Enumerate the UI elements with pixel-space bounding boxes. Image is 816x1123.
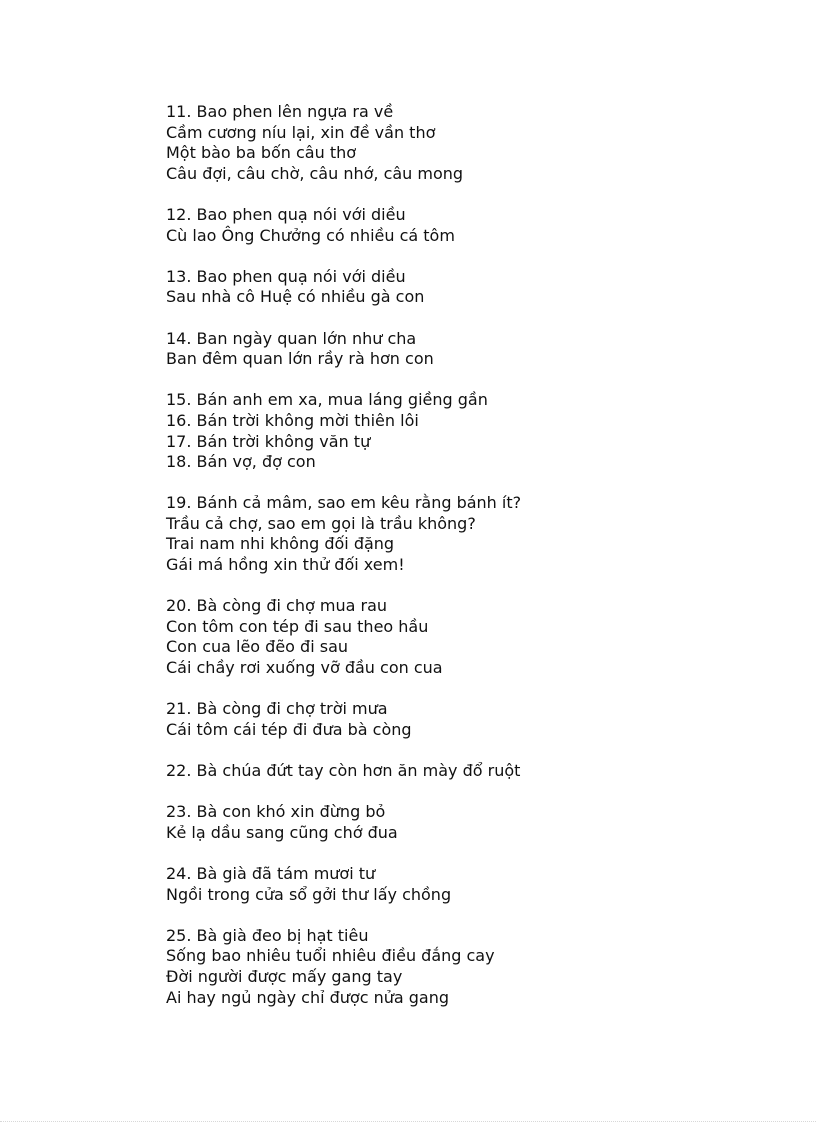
proverb-stanza xyxy=(166,596,766,678)
proverb-stanza xyxy=(166,926,766,1008)
proverb-line: Con cua lẽo đẽo đi sau xyxy=(166,637,349,657)
proverb-line: 22. Bà chúa đứt tay còn hơn ăn mày đổ ruột xyxy=(166,761,521,780)
page-bottom-divider xyxy=(0,1121,816,1122)
proverb-line: Con tôm con tép đi sau theo hầu xyxy=(166,616,429,636)
proverb-line: Đời người được mấy gang tay xyxy=(166,966,403,986)
proverb-line: 16. Bán trời không mời thiên lôi xyxy=(166,410,419,430)
proverb-line: 24. Bà già đã tám mươi tư xyxy=(166,863,376,883)
proverb-stanza xyxy=(166,802,766,843)
proverb-line: Ai hay ngủ ngày chỉ được nửa gang xyxy=(166,987,450,1007)
proverb-line: Sau nhà cô Huệ có nhiều gà con xyxy=(166,287,425,307)
proverb-line: 11. Bao phen lên ngựa ra về xyxy=(166,102,394,121)
proverb-line: Câu đợi, câu chờ, câu nhớ, câu mong xyxy=(166,163,464,183)
proverb-line: Trai nam nhi không đối đặng xyxy=(166,534,395,554)
proverb-line: Trầu cả chợ, sao em gọi là trầu không? xyxy=(166,513,476,533)
proverb-line: 14. Ban ngày quan lớn như cha xyxy=(166,328,417,348)
proverb-line: Cầm cương níu lại, xin đề vần thơ xyxy=(166,122,436,142)
proverb-line: 13. Bao phen quạ nói với diều xyxy=(166,266,406,286)
proverb-line: 17. Bán trời không văn tự xyxy=(166,431,371,451)
proverb-stanza xyxy=(166,205,766,246)
proverb-list xyxy=(166,102,766,1029)
proverb-stanza xyxy=(166,761,766,782)
proverb-line: 21. Bà còng đi chợ trời mưa xyxy=(166,699,388,719)
proverb-line: Ban đêm quan lớn rầy rà hơn con xyxy=(166,349,434,369)
proverb-line: 23. Bà con khó xin đừng bỏ xyxy=(166,802,386,822)
proverb-line: Kẻ lạ dầu sang cũng chớ đua xyxy=(166,822,398,842)
proverb-stanza xyxy=(166,329,766,370)
proverb-stanza xyxy=(166,267,766,308)
proverb-line: Ngồi trong cửa sổ gởi thư lấy chồng xyxy=(166,884,452,904)
proverb-line: Gái má hồng xin thử đối xem! xyxy=(166,555,405,575)
proverb-line: 25. Bà già đeo bị hạt tiêu xyxy=(166,925,369,945)
proverb-line: 12. Bao phen quạ nói với diều xyxy=(166,204,406,224)
proverb-line: 15. Bán anh em xa, mua láng giềng gần xyxy=(166,390,488,410)
proverb-line: Sống bao nhiêu tuổi nhiêu điều đắng cay xyxy=(166,946,495,966)
proverb-line: 19. Bánh cả mâm, sao em kêu rằng bánh ít? xyxy=(166,493,522,513)
proverb-line: Cái tôm cái tép đi đưa bà còng xyxy=(166,719,412,739)
proverb-stanza xyxy=(166,390,766,472)
proverb-line: Một bào ba bốn câu thơ xyxy=(166,143,357,163)
proverb-stanza xyxy=(166,864,766,905)
proverb-line: 20. Bà còng đi chợ mua rau xyxy=(166,596,388,616)
proverb-line: Cù lao Ông Chưởng có nhiều cá tôm xyxy=(166,225,455,245)
proverb-line: Cái chầy rơi xuống vỡ đầu con cua xyxy=(166,658,443,678)
proverb-stanza xyxy=(166,102,766,184)
proverb-line: 18. Bán vợ, đợ con xyxy=(166,452,316,472)
proverb-stanza xyxy=(166,493,766,575)
proverb-stanza xyxy=(166,699,766,740)
